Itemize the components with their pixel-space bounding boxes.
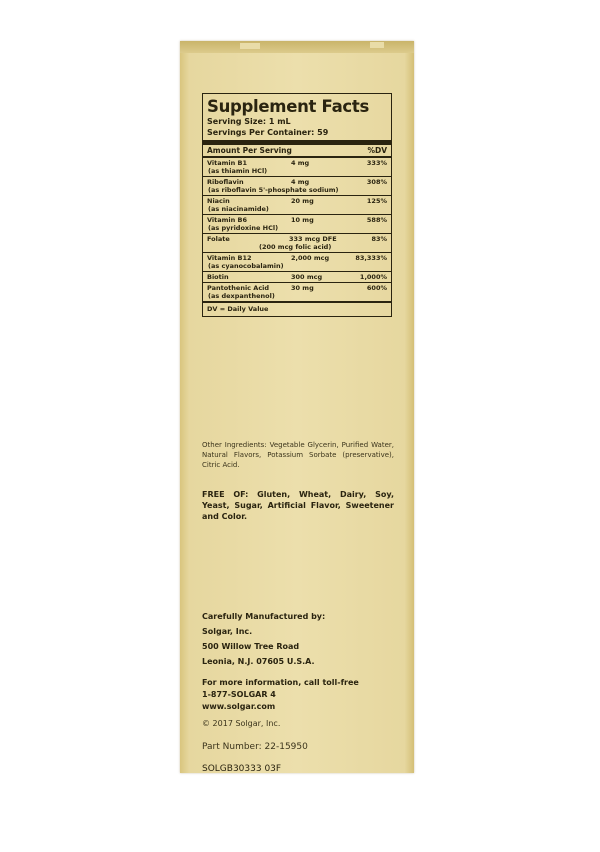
nutrient-row xyxy=(203,196,391,215)
nutrient-name: Vitamin B6 xyxy=(207,216,248,224)
nutrient-amount: 300 mcg xyxy=(291,273,323,281)
product-box-panel xyxy=(180,41,414,773)
nutrient-amount: 4 mg xyxy=(291,178,310,186)
contact-website: www.solgar.com xyxy=(202,702,276,711)
nutrient-source: (as thiamin HCl) xyxy=(208,167,268,175)
facts-title: Supplement Facts xyxy=(207,97,369,116)
flap-notch xyxy=(370,42,384,48)
nutrient-dv: 125% xyxy=(366,197,387,205)
nutrient-dv: 333% xyxy=(366,159,387,167)
serving-size: Serving Size: 1 mL xyxy=(207,117,291,126)
manufacturer-name: Solgar, Inc. xyxy=(202,627,253,636)
nutrient-name: Riboflavin xyxy=(207,178,244,186)
nutrient-dv: 600% xyxy=(366,284,387,292)
contact-info xyxy=(202,677,394,713)
nutrient-row xyxy=(203,234,391,253)
manufacturer-line: Carefully Manufactured by: xyxy=(202,612,326,621)
nutrient-amount: 20 mg xyxy=(291,197,314,205)
supplement-facts-panel xyxy=(202,93,392,317)
nutrient-amount: 30 mg xyxy=(291,284,314,292)
nutrient-dv: 588% xyxy=(366,216,387,224)
nutrient-amount: 2,000 mcg xyxy=(291,254,330,262)
manufacturer-city: Leonia, N.J. 07605 U.S.A. xyxy=(202,657,315,666)
servings-per-container: Servings Per Container: 59 xyxy=(207,128,329,137)
nutrient-row xyxy=(203,215,391,234)
nutrient-amount: 4 mg xyxy=(291,159,310,167)
nutrient-row xyxy=(203,283,391,303)
nutrient-source: (as niacinamide) xyxy=(208,205,269,213)
nutrient-dv: 308% xyxy=(366,178,387,186)
nutrient-name: Niacin xyxy=(207,197,230,205)
nutrient-dv: 1,000% xyxy=(359,273,387,281)
nutrient-source: (200 mcg folic acid) xyxy=(259,243,332,251)
product-code: SOLGB30333 03F xyxy=(202,764,282,774)
nutrient-source: (as dexpanthenol) xyxy=(208,292,275,300)
flap-notch xyxy=(240,43,260,49)
nutrient-dv: 83% xyxy=(371,235,387,243)
part-number: Part Number: 22-15950 xyxy=(202,742,308,752)
nutrient-source: (as cyanocobalamin) xyxy=(208,262,284,270)
nutrient-dv: 83,333% xyxy=(355,254,387,262)
nutrient-name: Biotin xyxy=(207,273,229,281)
nutrient-row xyxy=(203,253,391,272)
nutrient-name: Pantothenic Acid xyxy=(207,284,270,292)
free-of-statement: FREE OF: Gluten, Wheat, Dairy, Soy, Yeast, Sugar, Artificial Flavor, Sweetener and Color. xyxy=(202,490,394,521)
dv-footnote: DV = Daily Value xyxy=(207,305,269,313)
amount-header: Amount Per Serving xyxy=(207,146,292,155)
nutrient-row xyxy=(203,177,391,196)
nutrient-source: (as pyridoxine HCl) xyxy=(208,224,279,232)
manufacturer-street: 500 Willow Tree Road xyxy=(202,642,300,651)
nutrient-row xyxy=(203,158,391,177)
copyright: © 2017 Solgar, Inc. xyxy=(202,719,281,728)
box-top-flap xyxy=(180,41,414,53)
other-ingredients: Other Ingredients: Vegetable Glycerin, Purified Water, Natural Flavors, Potassium Sorbate (preservative), Citric Acid. xyxy=(202,441,394,469)
nutrient-name: Vitamin B12 xyxy=(207,254,252,262)
nutrient-name: Folate xyxy=(207,235,230,243)
nutrient-name: Vitamin B1 xyxy=(207,159,248,167)
nutrient-amount: 333 mcg DFE xyxy=(289,235,337,243)
nutrient-amount: 10 mg xyxy=(291,216,314,224)
nutrient-row xyxy=(203,272,391,283)
manufacturer-block xyxy=(202,609,394,669)
amount-header-row xyxy=(207,145,387,156)
contact-phone: 1-877-SOLGAR 4 xyxy=(202,690,276,699)
contact-line: For more information, call toll-free xyxy=(202,678,359,687)
nutrient-source: (as riboflavin 5'-phosphate sodium) xyxy=(208,186,339,194)
dv-header: %DV xyxy=(367,146,387,155)
